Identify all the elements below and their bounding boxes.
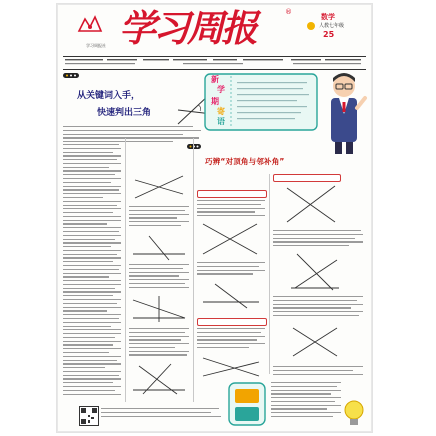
- column-2-text-a: [129, 206, 189, 229]
- edition-marker: [307, 22, 315, 30]
- edition-box: [301, 12, 345, 48]
- registered-mark: ®: [285, 8, 292, 16]
- figure-adjacent-angles-3: [289, 322, 341, 362]
- figure-intersecting-lines-2: [129, 232, 189, 262]
- footer-text: [101, 408, 221, 419]
- lightbulb-icon: [341, 398, 367, 428]
- promo-char-2: 学: [217, 85, 225, 94]
- column-4-text-a: [273, 230, 363, 249]
- qr-code: [79, 406, 99, 426]
- column-2-text-c: [129, 328, 189, 358]
- column-4-text-b: [273, 296, 363, 319]
- teacher-illustration: [319, 68, 369, 158]
- lead-badge: [63, 73, 79, 78]
- figure-adjacent-angles-2: [287, 250, 343, 292]
- info-bar-text: [63, 57, 366, 67]
- edition-subject: 数学: [321, 13, 335, 21]
- lead-title-line1: 从关键词入手，: [77, 91, 141, 101]
- logo-icon: [77, 15, 103, 33]
- figure-vertical-angles-1: [197, 218, 265, 258]
- promo-char-5: 语: [217, 117, 225, 126]
- figure-intersecting-lines-4: [129, 360, 189, 396]
- promo-char-3: 期: [211, 97, 219, 106]
- section-header-2: [197, 318, 267, 326]
- figure-intersecting-lines-3: [129, 294, 189, 324]
- newspaper-page: [57, 4, 372, 432]
- column-rule: [193, 138, 194, 402]
- lead-title-line2: 快速判出三角: [97, 108, 152, 118]
- figure-intersecting-lines-1: [129, 172, 189, 202]
- section-header-1: [197, 190, 267, 198]
- column-rule: [125, 138, 126, 402]
- lead-body-text: [63, 126, 203, 145]
- feature-title: 巧辨“对顶角与邻补角”: [205, 157, 285, 166]
- bottom-promo-widget: [227, 381, 267, 427]
- figure-vertical-angles-3: [197, 354, 265, 380]
- masthead: [57, 4, 372, 56]
- brand-title: 学习周报: [119, 6, 255, 50]
- column-rule: [269, 174, 270, 374]
- column-3-text-b: [197, 262, 265, 277]
- edition-issue: 25: [323, 30, 335, 39]
- figure-adjacent-angles-1: [283, 182, 339, 226]
- bottom-text: [271, 382, 341, 420]
- section-header-3: [273, 174, 341, 182]
- column-4-text-c: [273, 366, 363, 377]
- publisher-name: 学习周报社: [86, 43, 106, 48]
- column-2-text-b: [129, 264, 189, 290]
- promo-char-4: 寄: [217, 107, 225, 116]
- promo-char-1: 新: [211, 75, 219, 84]
- column-3-text-a: [197, 200, 265, 219]
- edition-grade: 人教七年级: [319, 23, 345, 29]
- figure-vertical-angles-2: [197, 280, 265, 310]
- column-1-text: [63, 144, 121, 397]
- feature-badge: [187, 144, 201, 149]
- column-3-text-c: [197, 328, 265, 351]
